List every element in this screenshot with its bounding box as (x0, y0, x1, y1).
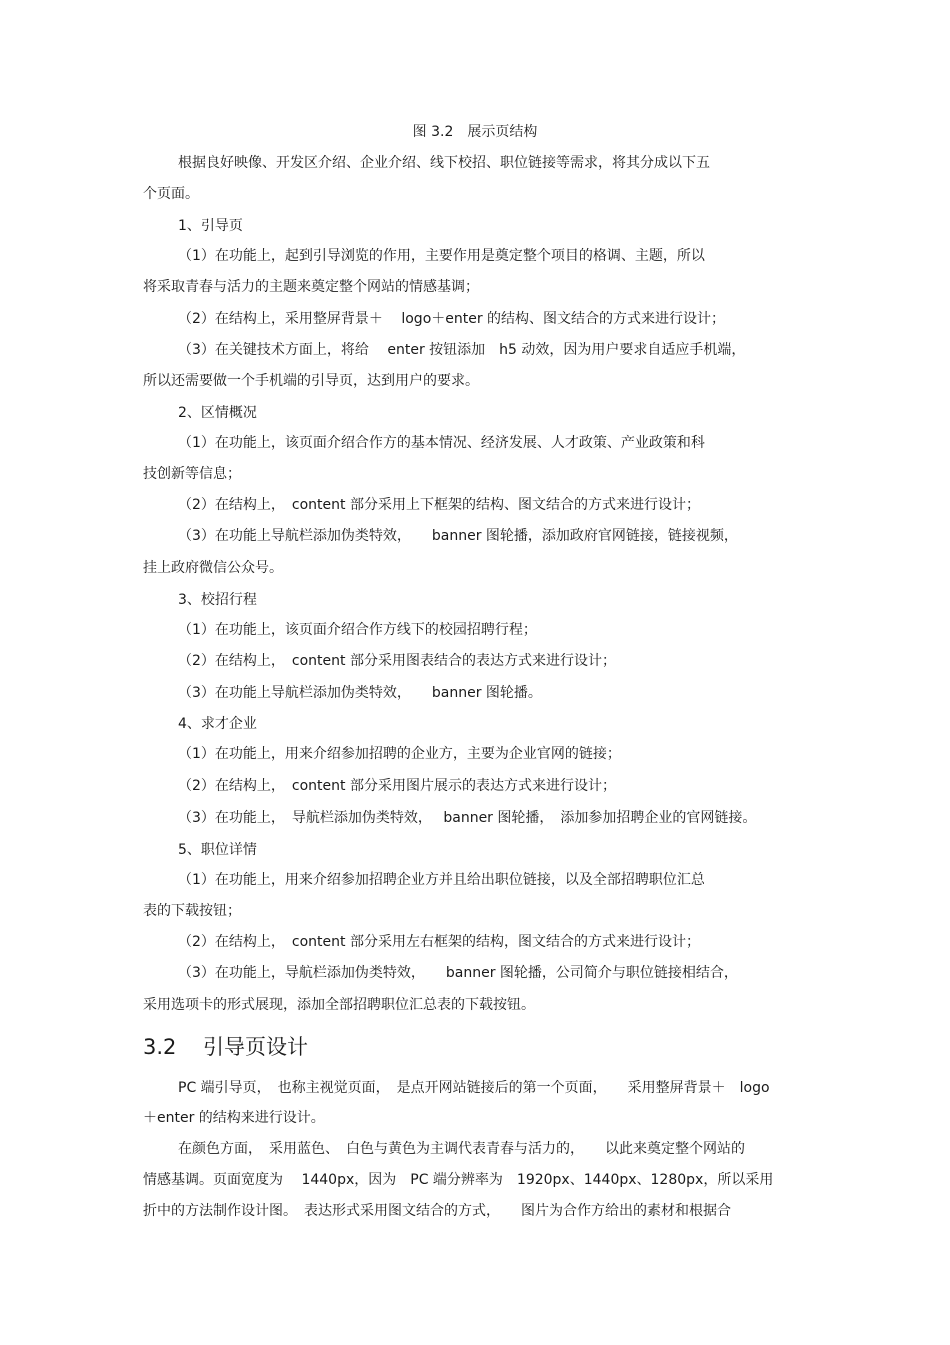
paragraph-line: 挂上政府微信公众号。 (143, 560, 283, 576)
section-title: 引导页设计 (203, 1035, 308, 1059)
paragraph-line: 将采取青春与活力的主题来奠定整个网站的情感基调； (143, 279, 479, 295)
paragraph-line: （1）在功能上，用来介绍参加招聘企业方并且给出职位链接，以及全部招聘职位汇总 (178, 872, 705, 888)
paragraph-line: （3）在功能上导航栏添加伪类特效， banner 图轮播，添加政府官网链接，链接视频， (178, 528, 738, 544)
paragraph-line: （1）在功能上，起到引导浏览的作用，主要作用是奠定整个项目的格调、主题，所以 (178, 248, 705, 264)
paragraph-line: PC 端引导页， 也称主视觉页面， 是点开网站链接后的第一个页面， 采用整屏背景＋ logo (178, 1080, 770, 1096)
paragraph-line: 采用选项卡的形式展现，添加全部招聘职位汇总表的下载按钮。 (143, 997, 535, 1013)
paragraph-line: （3）在关键技术方面上，将给 enter 按钮添加 h5 动效，因为用户要求自适应手机端， (178, 342, 746, 358)
section-number: 3.2 (143, 1035, 177, 1059)
paragraph-line: （1）在功能上，该页面介绍合作方线下的校园招聘行程； (178, 622, 537, 638)
paragraph-line: 在颜色方面， 采用蓝色、 白色与黄色为主调代表青春与活力的， 以此来奠定整个网站的 (178, 1141, 745, 1157)
list-heading: 3、校招行程 (178, 592, 257, 608)
paragraph-line: （2）在结构上，采用整屏背景＋ logo＋enter 的结构、图文结合的方式来进行设计； (178, 311, 726, 327)
paragraph-line: （2）在结构上， content 部分采用图片展示的表达方式来进行设计； (178, 778, 616, 794)
paragraph-line: 折中的方法制作设计图。 表达形式采用图文结合的方式， 图片为合作方给出的素材和根据合 (143, 1203, 731, 1219)
paragraph-line: （1）在功能上，该页面介绍合作方的基本情况、经济发展、人才政策、产业政策和科 (178, 435, 705, 451)
paragraph-line: （3）在功能上， 导航栏添加伪类特效， banner 图轮播， 添加参加招聘企业的官网链接。 (178, 810, 757, 826)
paragraph-line: （2）在结构上， content 部分采用左右框架的结构，图文结合的方式来进行设计； (178, 934, 700, 950)
paragraph-line: 表的下载按钮； (143, 903, 241, 919)
paragraph-line: （3）在功能上导航栏添加伪类特效， banner 图轮播。 (178, 685, 542, 701)
paragraph-line: ＋enter 的结构来进行设计。 (143, 1110, 325, 1126)
paragraph-line: （3）在功能上，导航栏添加伪类特效， banner 图轮播，公司简介与职位链接相结合， (178, 965, 738, 981)
list-heading: 1、引导页 (178, 218, 243, 234)
paragraph-line: 情感基调。页面宽度为 1440px，因为 PC 端分辨率为 1920px、1440px、1280px，所以采用 (143, 1172, 774, 1188)
paragraph-line: （2）在结构上， content 部分采用上下框架的结构、图文结合的方式来进行设计； (178, 497, 700, 513)
figure-caption: 图 3.2 展示页结构 (412, 124, 538, 140)
section-heading (143, 1032, 308, 1062)
paragraph-line: （1）在功能上，用来介绍参加招聘的企业方，主要为企业官网的链接； (178, 746, 621, 762)
paragraph-line: 个页面。 (143, 186, 199, 202)
list-heading: 2、区情概况 (178, 405, 257, 421)
paragraph-line: （2）在结构上， content 部分采用图表结合的表达方式来进行设计； (178, 653, 616, 669)
list-heading: 5、职位详情 (178, 842, 257, 858)
paragraph-line: 所以还需要做一个手机端的引导页，达到用户的要求。 (143, 373, 479, 389)
paragraph-line: 技创新等信息； (143, 466, 241, 482)
list-heading: 4、求才企业 (178, 716, 257, 732)
paragraph-line: 根据良好映像、开发区介绍、企业介绍、线下校招、职位链接等需求，将其分成以下五 (178, 155, 710, 171)
